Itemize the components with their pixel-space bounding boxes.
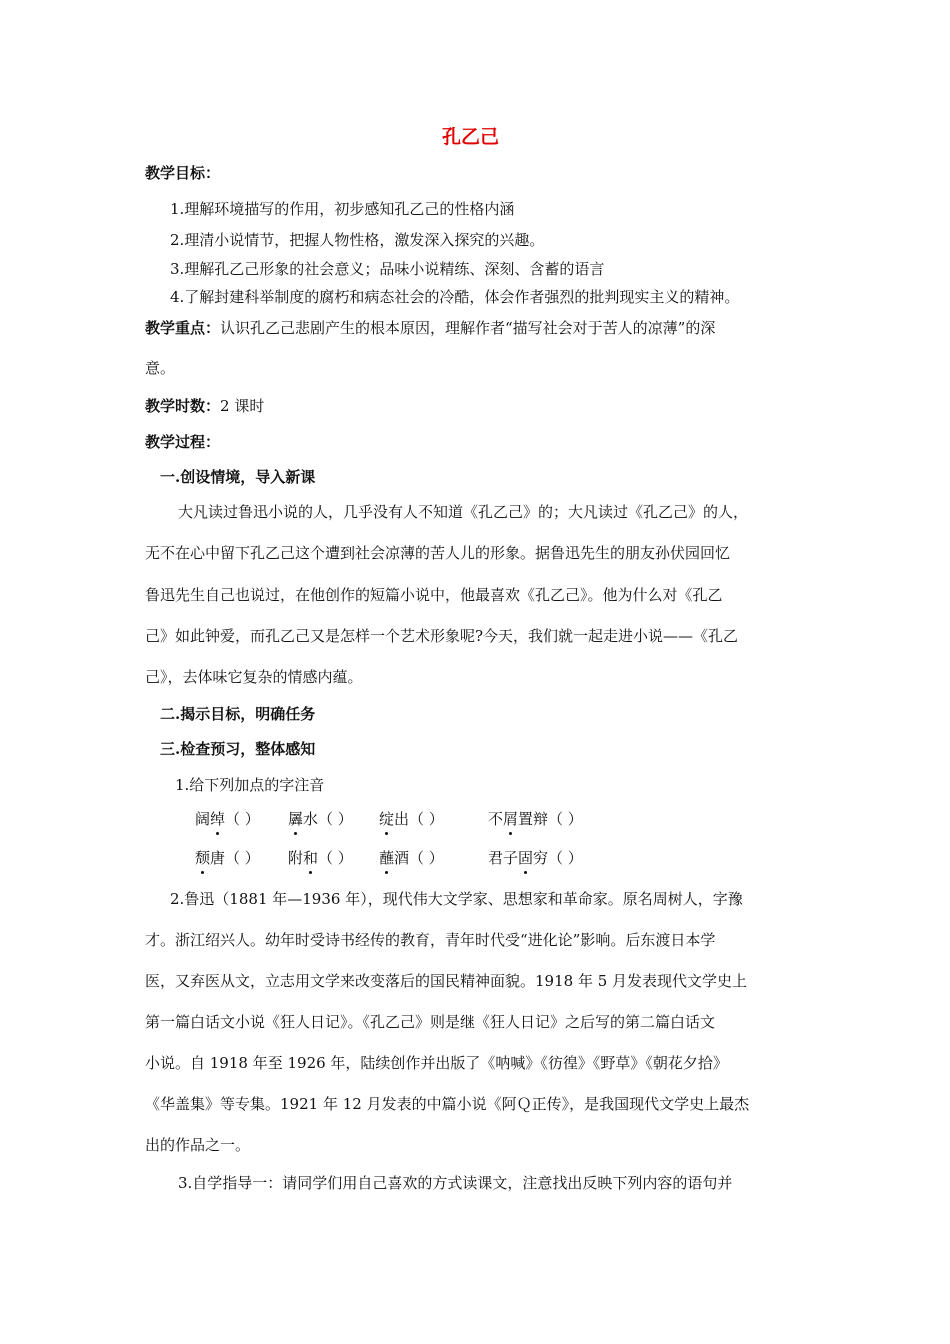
focus-heading: 教学重点： — [145, 319, 221, 337]
dotted-char: 固 — [518, 849, 534, 867]
objective-item: 1.理解环境描写的作用，初步感知孔乙己的性格内涵 — [170, 200, 515, 218]
dotted-char: 绰 — [210, 810, 226, 828]
question-2-line: 第一篇白话文小说《狂人日记》。《孔乙己》则是继《狂人日记》之后写的第二篇白话文 — [145, 1013, 716, 1031]
dotted-char: 和 — [303, 849, 319, 867]
question-2-line: 出的作品之一。 — [145, 1136, 251, 1154]
section1-line: 己》如此钟爱，而孔乙己又是怎样一个艺术形象呢?今天，我们就一起走进小说——《孔乙 — [145, 627, 739, 645]
hours-value: 2 课时 — [220, 397, 265, 415]
question-3: 3.自学指导一：请同学们用自己喜欢的方式读课文，注意找出反映下列内容的语句并 — [178, 1174, 733, 1192]
dotted-char: 蘸 — [379, 849, 395, 867]
dotted-char: 颓 — [195, 849, 211, 867]
pinyin-item: 阔绰（ ） — [195, 810, 260, 828]
dotted-char: 绽 — [379, 810, 395, 828]
focus-text-cont: 意。 — [145, 359, 176, 377]
question-2-line: 小说。自 1918 年至 1926 年，陆续创作并出版了《呐喊》《彷徨》《野草》《朝花夕拾》 — [145, 1054, 728, 1072]
section1-line: 无不在心中留下孔乙己这个遭到社会凉薄的苦人儿的形象。据鲁迅先生的朋友孙伏园回忆 — [145, 544, 731, 562]
pinyin-item: 附和（ ） — [288, 849, 353, 867]
objective-item: 3.理解孔乙己形象的社会意义；品味小说精练、深刻、含蓄的语言 — [170, 260, 605, 278]
hours-heading: 教学时数： — [145, 397, 221, 415]
pinyin-item: 蘸酒（ ） — [379, 849, 444, 867]
question-2-line: 医，又弃医从文，立志用文学来改变落后的国民精神面貌。1918 年 5 月发表现代文学史上 — [145, 972, 748, 990]
dotted-char: 羼 — [288, 810, 304, 828]
question-1: 1.给下列加点的字注音 — [175, 776, 325, 794]
question-2-line: 才。浙江绍兴人。幼年时受诗书经传的教育，青年时代受“进化论”影响。后东渡日本学 — [145, 931, 716, 949]
objectives-heading: 教学目标： — [145, 164, 221, 182]
pinyin-item: 君子固穷（ ） — [488, 849, 583, 867]
question-2-line: 2.鲁迅（1881 年—1936 年），现代伟大文学家、思想家和革命家。原名周树人，字豫 — [170, 890, 743, 908]
section1-line: 己》，去体味它复杂的情感内蕴。 — [145, 668, 363, 686]
objective-item: 2.理清小说情节，把握人物性格，激发深入探究的兴趣。 — [170, 231, 545, 249]
pinyin-item: 颓唐（ ） — [195, 849, 260, 867]
hours-line — [145, 396, 264, 416]
section1-heading: 一.创设情境，导入新课 — [160, 468, 316, 486]
focus-text: 认识孔乙己悲剧产生的根本原因，理解作者“描写社会对于苦人的凉薄”的深 — [220, 319, 716, 337]
section1-line: 鲁迅先生自己也说过，在他创作的短篇小说中，他最喜欢《孔乙己》。他为什么对《孔乙 — [145, 586, 723, 604]
process-heading: 教学过程： — [145, 433, 221, 451]
focus-paragraph — [145, 318, 715, 338]
question-2-line: 《华盖集》等专集。1921 年 12 月发表的中篇小说《阿Ｑ正传》，是我国现代文学史上最杰 — [145, 1095, 750, 1113]
page-title: 孔乙己 — [442, 126, 500, 148]
pinyin-item: 绽出（ ） — [379, 810, 444, 828]
pinyin-item: 羼水（ ） — [288, 810, 353, 828]
section1-line: 大凡读过鲁迅小说的人，几乎没有人不知道《孔乙己》的；大凡读过《孔乙己》的人， — [178, 503, 749, 521]
pinyin-item: 不屑置辩（ ） — [488, 810, 583, 828]
section2-heading: 二.揭示目标，明确任务 — [160, 705, 316, 723]
section3-heading: 三.检查预习，整体感知 — [160, 740, 316, 758]
objective-item: 4.了解封建科举制度的腐朽和病态社会的冷酷，体会作者强烈的批判现实主义的精神。 — [170, 288, 740, 306]
dotted-char: 屑 — [503, 810, 519, 828]
